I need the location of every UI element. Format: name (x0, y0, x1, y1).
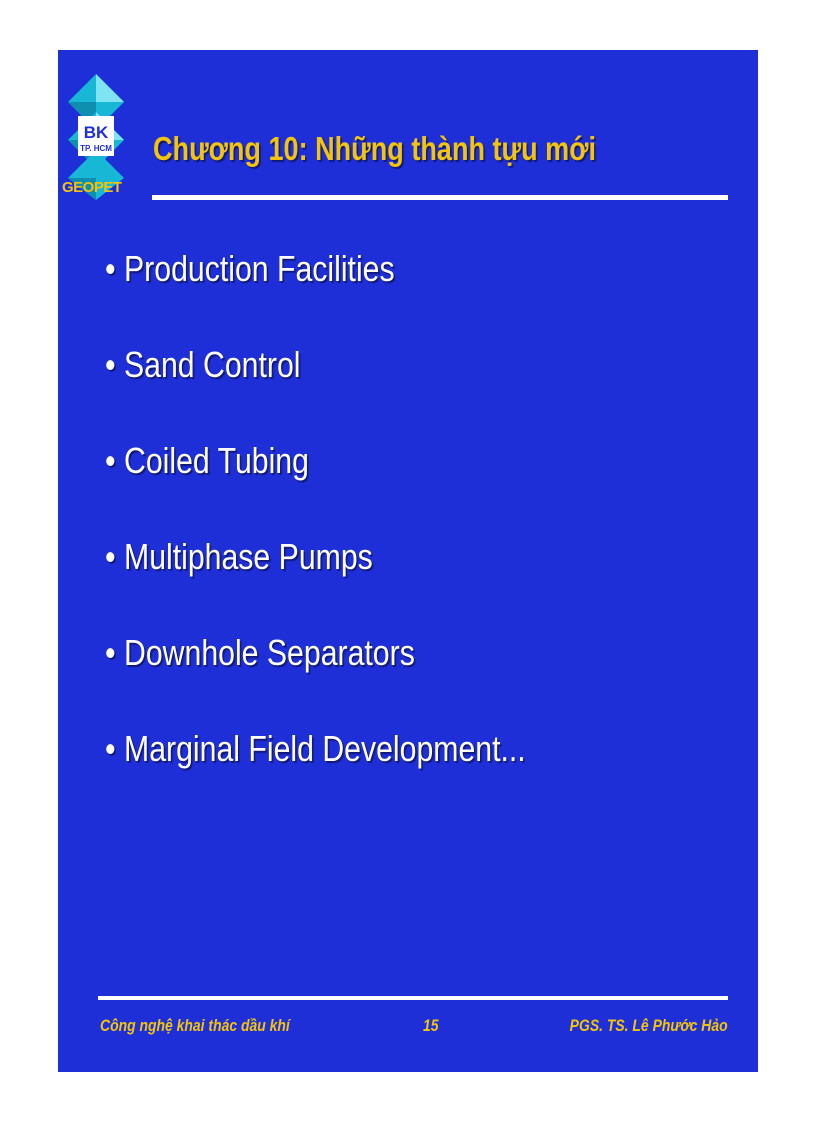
list-item (105, 440, 606, 536)
slide-title: Chương 10: Những thành tựu mới (153, 130, 596, 167)
bullet-label: Production Facilities (124, 248, 395, 289)
bullet-label: Downhole Separators (124, 632, 415, 673)
bullet-label: Multiphase Pumps (124, 536, 373, 577)
bullet-icon: • (105, 728, 116, 769)
bullet-label: Coiled Tubing (124, 440, 309, 481)
list-item (105, 536, 606, 632)
bullet-icon: • (105, 440, 116, 481)
bullet-label: Sand Control (124, 344, 301, 385)
bullet-icon: • (105, 344, 116, 385)
list-item (105, 728, 606, 824)
list-item (105, 344, 606, 440)
slide (58, 50, 758, 1072)
logo-name: GEOPET (62, 179, 122, 196)
bullet-icon: • (105, 632, 116, 673)
bullet-list (105, 248, 606, 824)
logo-city: TP. HCM (80, 144, 112, 153)
bullet-icon: • (105, 536, 116, 577)
footer-divider (98, 996, 728, 1000)
list-item (105, 632, 606, 728)
logo-initials: BK (83, 123, 109, 142)
title-divider (152, 195, 728, 200)
footer-author: PGS. TS. Lê Phước Hảo (570, 1016, 728, 1035)
footer-page-number: 15 (423, 1016, 439, 1035)
bullet-label: Marginal Field Development... (124, 728, 526, 769)
footer-course: Công nghệ khai thác dầu khí (100, 1016, 290, 1035)
list-item (105, 248, 606, 344)
bullet-icon: • (105, 248, 116, 289)
